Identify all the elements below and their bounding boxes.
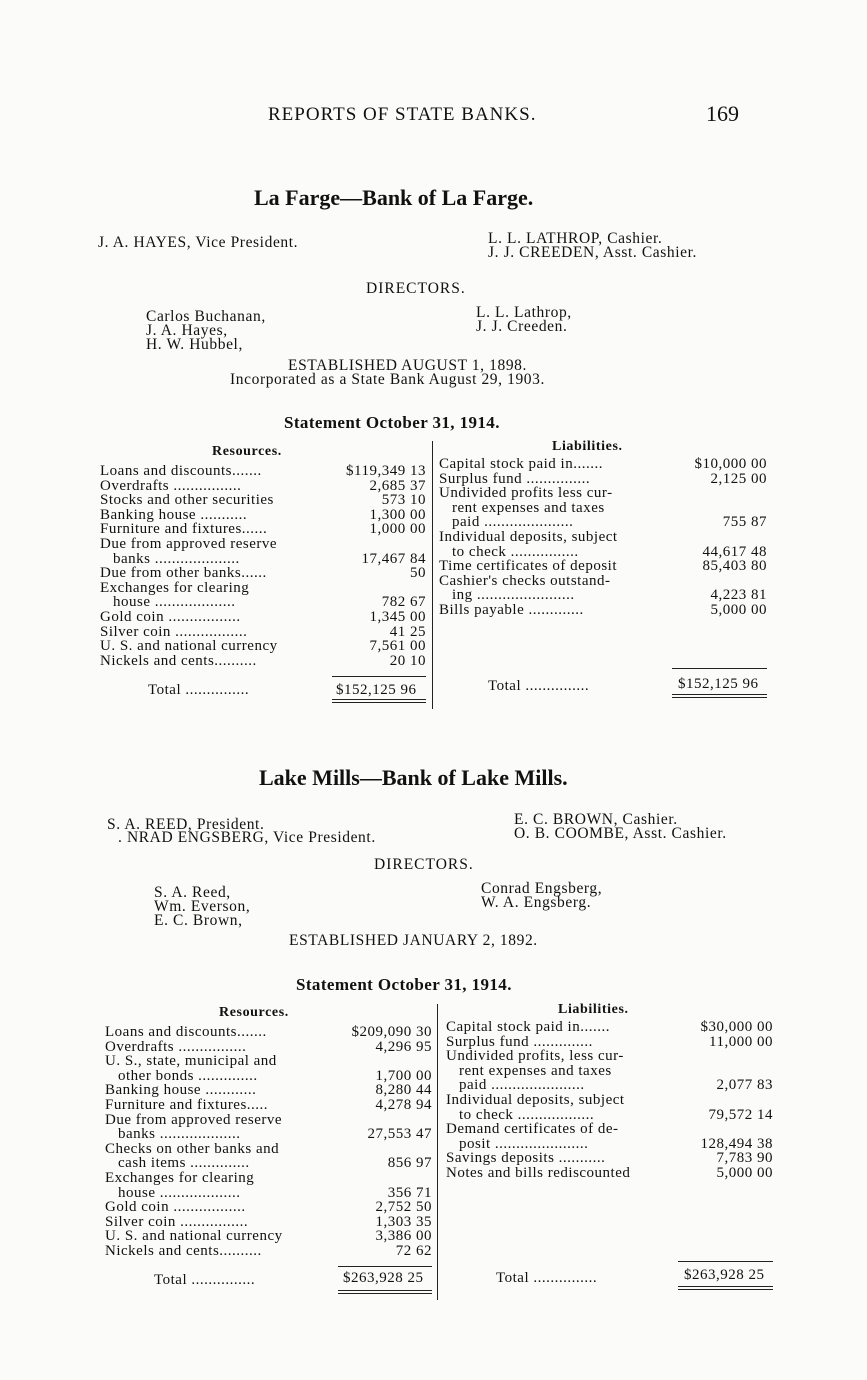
ledger-row-label: Undivided profits, less cur- bbox=[446, 1048, 624, 1065]
director-name: W. A. Engsberg. bbox=[481, 894, 592, 911]
director-name: L. L. Lathrop, bbox=[476, 304, 572, 321]
ledger-row bbox=[105, 1229, 432, 1244]
ledger-row-amount: $10,000 00 bbox=[694, 456, 767, 472]
ledger-row-amount: 4,296 95 bbox=[375, 1038, 432, 1055]
ledger-row-amount: 5,000 00 bbox=[710, 601, 767, 618]
column-divider bbox=[437, 1004, 438, 1300]
ledger-row-label: ing ....................... bbox=[452, 587, 575, 604]
column-divider bbox=[432, 441, 433, 709]
resources-heading: Resources. bbox=[212, 444, 282, 459]
ledger-row bbox=[105, 1040, 432, 1055]
ledger-row-label: Bills payable ............. bbox=[439, 601, 584, 618]
ledger-row-amount: $119,349 13 bbox=[346, 463, 426, 479]
ledger-row bbox=[100, 595, 426, 610]
liabilities-total: $263,928 25 bbox=[684, 1267, 765, 1283]
ledger-row-amount: 8,280 44 bbox=[375, 1082, 432, 1099]
ledger-row bbox=[105, 1244, 432, 1259]
ledger-row-label: to check .................. bbox=[459, 1106, 595, 1123]
ledger-row-label: house ................... bbox=[113, 594, 236, 611]
ledger-row bbox=[100, 464, 426, 479]
ledger-row bbox=[439, 588, 767, 603]
liabilities-total-label: Total ............... bbox=[488, 678, 590, 694]
resources-total-label: Total ............... bbox=[148, 682, 250, 698]
officer-vice-president: J. A. HAYES, Vice President. bbox=[98, 234, 299, 251]
ledger-row-label: paid ..................... bbox=[452, 514, 574, 531]
director-name: Wm. Everson, bbox=[154, 898, 251, 915]
ledger-row bbox=[105, 1200, 432, 1215]
total-double-rule bbox=[672, 694, 767, 698]
ledger-row bbox=[100, 581, 426, 596]
ledger-row bbox=[105, 1054, 432, 1069]
ledger-row-label: other bonds .............. bbox=[118, 1067, 258, 1084]
ledger-row-amount: 50 bbox=[410, 565, 426, 582]
ledger-row-label: Banking house ........... bbox=[100, 506, 248, 523]
subtotal-rule bbox=[338, 1266, 432, 1267]
directors-heading: DIRECTORS. bbox=[374, 856, 474, 873]
ledger-row-amount: 2,077 83 bbox=[716, 1077, 773, 1094]
ledger-row-amount: 1,700 00 bbox=[375, 1067, 432, 1084]
ledger-row bbox=[446, 1035, 773, 1050]
ledger-row-label: Cashier's checks outstand- bbox=[439, 572, 611, 589]
ledger-row-label: Overdrafts ................ bbox=[105, 1038, 247, 1055]
ledger-row-amount: 1,345 00 bbox=[369, 608, 426, 625]
ledger-row bbox=[105, 1069, 432, 1084]
ledger-row bbox=[100, 552, 426, 567]
ledger-row bbox=[105, 1186, 432, 1201]
ledger-row-label: U. S. and national currency bbox=[100, 638, 278, 655]
ledger-row-label: Due from approved reserve bbox=[105, 1111, 283, 1128]
ledger-row-amount: 3,386 00 bbox=[375, 1228, 432, 1245]
ledger-row-label: U. S. and national currency bbox=[105, 1228, 283, 1245]
officer-cashier: L. L. LATHROP, Cashier. bbox=[488, 230, 663, 247]
ledger-row-label: Capital stock paid in....... bbox=[446, 1019, 610, 1035]
ledger-row-amount: 128,494 38 bbox=[700, 1135, 773, 1152]
ledger-row bbox=[439, 545, 767, 560]
bank-title: La Farge—Bank of La Farge. bbox=[254, 185, 534, 210]
ledger-row-amount: 1,000 00 bbox=[369, 521, 426, 538]
ledger-row-amount: 44,617 48 bbox=[702, 543, 767, 560]
ledger-row bbox=[100, 625, 426, 640]
ledger-row-label: Loans and discounts....... bbox=[105, 1024, 267, 1040]
ledger-row bbox=[105, 1113, 432, 1128]
ledger-row-amount: 7,561 00 bbox=[369, 638, 426, 655]
ledger-row bbox=[439, 486, 767, 501]
director-name: E. C. Brown, bbox=[154, 912, 243, 929]
director-name: J. A. Hayes, bbox=[146, 322, 228, 339]
ledger-row bbox=[439, 472, 767, 487]
ledger-row-label: Individual deposits, subject bbox=[446, 1091, 625, 1108]
ledger-row-label: paid ...................... bbox=[459, 1077, 585, 1094]
ledger-row bbox=[105, 1171, 432, 1186]
ledger-row-label: Banking house ............ bbox=[105, 1082, 257, 1099]
ledger-row-amount: 2,752 50 bbox=[375, 1199, 432, 1216]
ledger-row bbox=[446, 1078, 773, 1093]
ledger-row-label: Silver coin ................ bbox=[105, 1213, 249, 1230]
ledger-row-label: posit ...................... bbox=[459, 1135, 589, 1152]
ledger-row-label: U. S., state, municipal and bbox=[105, 1053, 277, 1070]
ledger-row-label: Exchanges for clearing bbox=[100, 579, 250, 596]
ledger-row-amount: 1,303 35 bbox=[375, 1213, 432, 1230]
directors-heading: DIRECTORS. bbox=[366, 280, 466, 297]
ledger-row-amount: 17,467 84 bbox=[361, 550, 426, 567]
total-double-rule bbox=[332, 699, 426, 703]
ledger-row-amount: 27,553 47 bbox=[367, 1126, 432, 1143]
running-head: REPORTS OF STATE BANKS. bbox=[268, 104, 537, 125]
bank-title: Lake Mills—Bank of Lake Mills. bbox=[259, 765, 568, 790]
ledger-row-label: Furniture and fixtures..... bbox=[105, 1096, 269, 1113]
ledger-row-label: Notes and bills rediscounted bbox=[446, 1164, 631, 1181]
ledger-row-amount: 41 25 bbox=[389, 623, 426, 640]
liabilities-list bbox=[439, 457, 767, 618]
liabilities-total-label: Total ............... bbox=[496, 1270, 598, 1286]
ledger-row bbox=[446, 1049, 773, 1064]
ledger-row-label: Stocks and other securities bbox=[100, 492, 274, 509]
ledger-row-amount: 85,403 80 bbox=[702, 558, 767, 575]
resources-list bbox=[105, 1025, 432, 1259]
ledger-row-amount: 856 97 bbox=[387, 1155, 432, 1172]
ledger-row-label: Time certificates of deposit bbox=[439, 558, 617, 575]
ledger-row bbox=[439, 603, 767, 618]
officer-asst-cashier: J. J. CREEDEN, Asst. Cashier. bbox=[488, 244, 698, 261]
ledger-row-label: banks ................... bbox=[118, 1126, 241, 1143]
ledger-row-label: house ................... bbox=[118, 1184, 241, 1201]
ledger-row-label: Capital stock paid in....... bbox=[439, 456, 603, 472]
officer-asst-cashier: O. B. COOMBE, Asst. Cashier. bbox=[514, 825, 727, 842]
director-name: Conrad Engsberg, bbox=[481, 880, 603, 897]
ledger-row bbox=[446, 1166, 773, 1181]
ledger-row-label: banks .................... bbox=[113, 550, 240, 567]
ledger-row-label: rent expenses and taxes bbox=[452, 499, 605, 516]
subtotal-rule bbox=[678, 1261, 773, 1262]
ledger-row-label: Gold coin ................. bbox=[105, 1199, 246, 1216]
total-double-rule bbox=[338, 1290, 432, 1294]
ledger-row-amount: 20 10 bbox=[389, 652, 426, 669]
ledger-row-label: Silver coin ................. bbox=[100, 623, 248, 640]
ledger-row-label: Surplus fund .............. bbox=[446, 1033, 593, 1050]
ledger-row bbox=[439, 515, 767, 530]
ledger-row-amount: 79,572 14 bbox=[708, 1106, 773, 1123]
ledger-row bbox=[105, 1025, 432, 1040]
ledger-row bbox=[105, 1083, 432, 1098]
ledger-row-label: Gold coin ................. bbox=[100, 608, 241, 625]
statement-title: Statement October 31, 1914. bbox=[296, 975, 512, 994]
ledger-row bbox=[100, 654, 426, 669]
ledger-row-amount: 7,783 90 bbox=[716, 1150, 773, 1167]
liabilities-heading: Liabilities. bbox=[558, 1002, 629, 1017]
ledger-row bbox=[446, 1020, 773, 1035]
ledger-row-label: Nickels and cents.......... bbox=[105, 1242, 262, 1259]
ledger-row-label: Demand certificates of de- bbox=[446, 1121, 619, 1138]
ledger-row-label: Due from approved reserve bbox=[100, 535, 278, 552]
established-date: ESTABLISHED JANUARY 2, 1892. bbox=[289, 932, 538, 949]
statement-title: Statement October 31, 1914. bbox=[284, 413, 500, 432]
subtotal-rule bbox=[672, 668, 767, 669]
director-name: S. A. Reed, bbox=[154, 884, 231, 901]
ledger-row bbox=[446, 1122, 773, 1137]
ledger-row bbox=[439, 530, 767, 545]
ledger-row bbox=[100, 537, 426, 552]
ledger-row bbox=[100, 522, 426, 537]
ledger-row bbox=[105, 1142, 432, 1157]
ledger-row-amount: 4,278 94 bbox=[375, 1096, 432, 1113]
ledger-row-amount: 4,223 81 bbox=[710, 587, 767, 604]
ledger-row-amount: 2,685 37 bbox=[369, 477, 426, 494]
ledger-row-label: Exchanges for clearing bbox=[105, 1169, 255, 1186]
ledger-row bbox=[105, 1215, 432, 1230]
ledger-row-amount: 755 87 bbox=[722, 514, 767, 531]
ledger-row-label: Surplus fund ............... bbox=[439, 470, 591, 487]
ledger-row-label: Due from other banks...... bbox=[100, 565, 267, 582]
ledger-row-amount: $30,000 00 bbox=[700, 1019, 773, 1035]
ledger-row bbox=[100, 610, 426, 625]
ledger-row-amount: 1,300 00 bbox=[369, 506, 426, 523]
ledger-row bbox=[439, 559, 767, 574]
resources-total: $263,928 25 bbox=[343, 1270, 424, 1286]
ledger-row bbox=[100, 508, 426, 523]
ledger-row-amount: 356 71 bbox=[387, 1184, 432, 1201]
ledger-row bbox=[100, 493, 426, 508]
ledger-row bbox=[439, 574, 767, 589]
established-date: ESTABLISHED AUGUST 1, 1898. bbox=[288, 357, 528, 374]
ledger-row bbox=[439, 501, 767, 516]
ledger-row-label: rent expenses and taxes bbox=[459, 1062, 612, 1079]
ledger-row bbox=[100, 639, 426, 654]
ledger-row-label: Savings deposits ........... bbox=[446, 1150, 606, 1167]
ledger-row bbox=[439, 457, 767, 472]
ledger-row-label: Undivided profits less cur- bbox=[439, 485, 613, 502]
ledger-row bbox=[105, 1098, 432, 1113]
ledger-row bbox=[100, 566, 426, 581]
ledger-row-amount: 573 10 bbox=[381, 492, 426, 509]
ledger-row-amount: 2,125 00 bbox=[710, 470, 767, 487]
officer-president: S. A. REED, President. bbox=[107, 816, 265, 833]
total-double-rule bbox=[678, 1286, 773, 1290]
page-number: 169 bbox=[706, 101, 739, 126]
subtotal-rule bbox=[332, 676, 426, 677]
ledger-row-amount: $209,090 30 bbox=[351, 1024, 432, 1040]
liabilities-list bbox=[446, 1020, 773, 1181]
director-name: H. W. Hubbel, bbox=[146, 336, 243, 353]
resources-total-label: Total ............... bbox=[154, 1272, 256, 1288]
ledger-row-label: Loans and discounts....... bbox=[100, 463, 262, 479]
ledger-row-amount: 72 62 bbox=[395, 1242, 432, 1259]
ledger-row-label: to check ................ bbox=[452, 543, 579, 560]
resources-heading: Resources. bbox=[219, 1005, 289, 1020]
incorporated-date: Incorporated as a State Bank August 29, 1903. bbox=[230, 371, 545, 388]
ledger-row bbox=[446, 1064, 773, 1079]
ledger-row bbox=[446, 1093, 773, 1108]
officer-vice-president: . NRAD ENGSBERG, Vice President. bbox=[118, 829, 376, 846]
ledger-row-amount: 5,000 00 bbox=[716, 1164, 773, 1181]
ledger-row-amount: 11,000 00 bbox=[709, 1033, 773, 1050]
resources-total: $152,125 96 bbox=[336, 682, 417, 698]
ledger-row bbox=[105, 1156, 432, 1171]
ledger-row bbox=[446, 1137, 773, 1152]
ledger-row-amount: 782 67 bbox=[381, 594, 426, 611]
ledger-row-label: cash items .............. bbox=[118, 1155, 250, 1172]
officer-cashier: E. C. BROWN, Cashier. bbox=[514, 811, 678, 828]
ledger-row bbox=[100, 479, 426, 494]
ledger-row-label: Checks on other banks and bbox=[105, 1140, 280, 1157]
ledger-row-label: Nickels and cents.......... bbox=[100, 652, 257, 669]
ledger-row bbox=[446, 1151, 773, 1166]
ledger-row bbox=[105, 1127, 432, 1142]
ledger-row-label: Individual deposits, subject bbox=[439, 528, 618, 545]
director-name: J. J. Creeden. bbox=[476, 318, 568, 335]
resources-list bbox=[100, 464, 426, 668]
ledger-row-label: Furniture and fixtures...... bbox=[100, 521, 268, 538]
director-name: Carlos Buchanan, bbox=[146, 308, 266, 325]
ledger-row bbox=[446, 1108, 773, 1123]
liabilities-total: $152,125 96 bbox=[678, 676, 759, 692]
ledger-row-label: Overdrafts ................ bbox=[100, 477, 242, 494]
liabilities-heading: Liabilities. bbox=[552, 439, 623, 454]
